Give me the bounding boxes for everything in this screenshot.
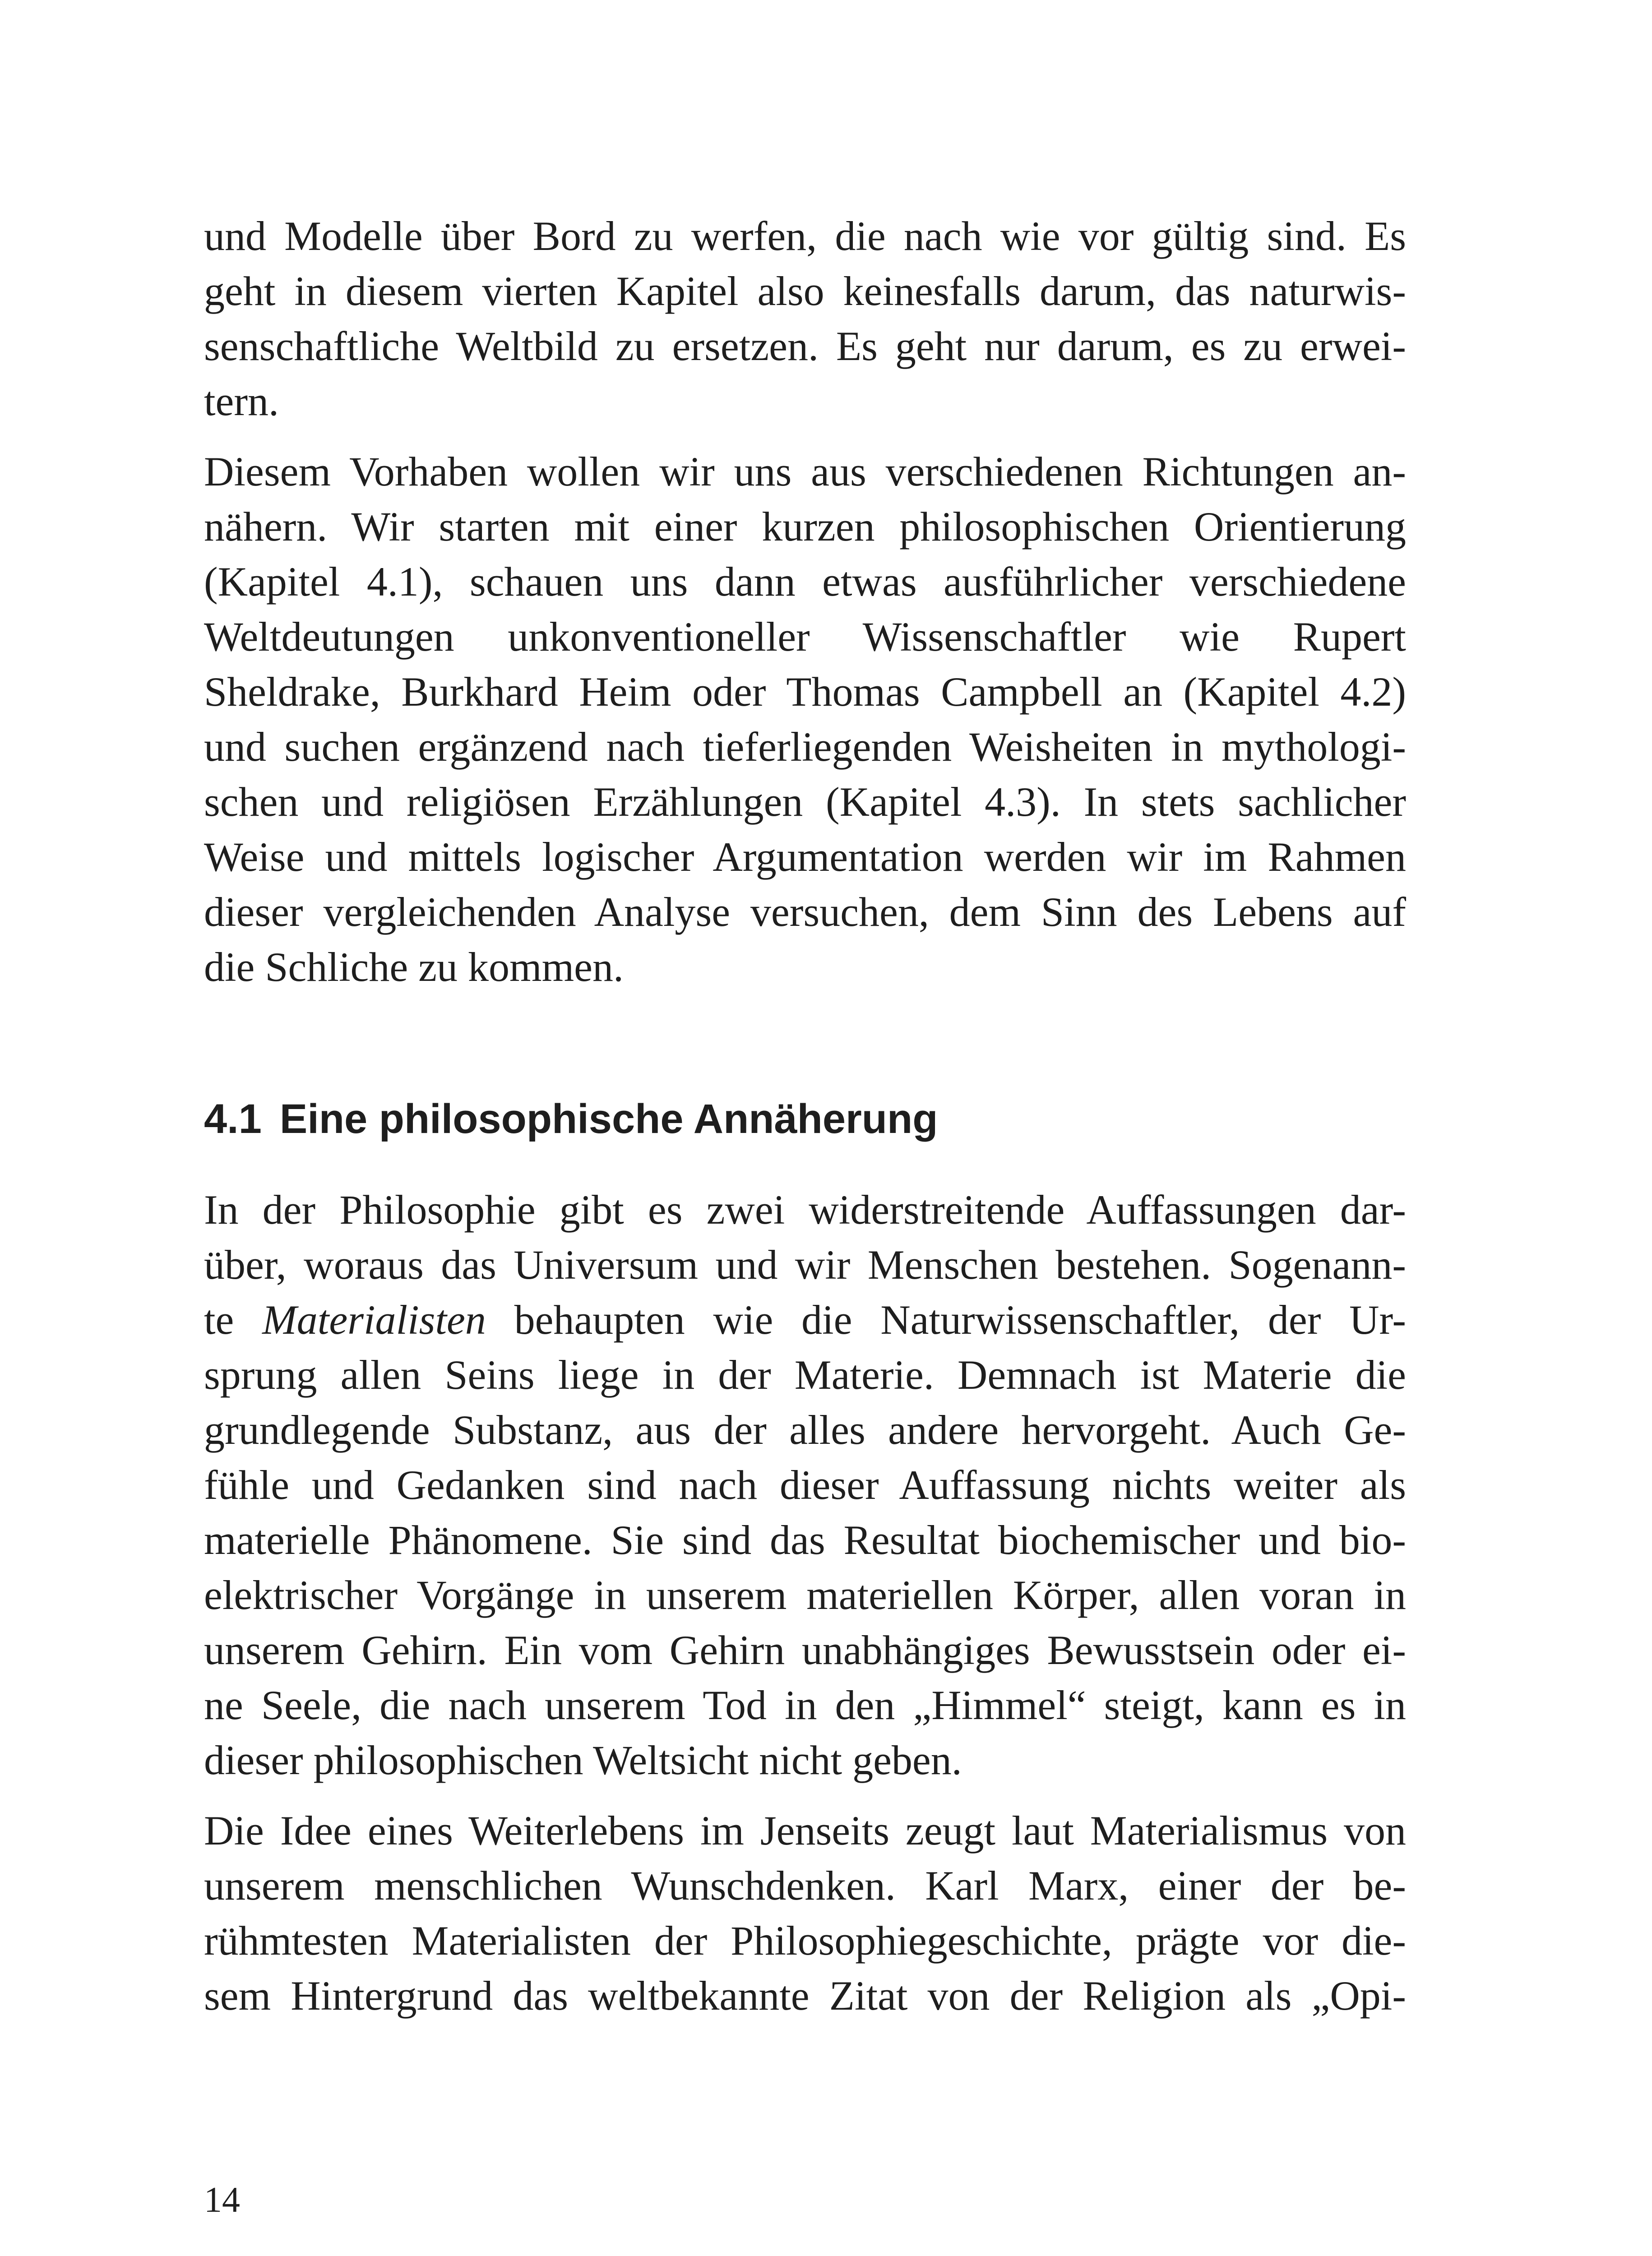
- page-number: 14: [204, 2180, 240, 2220]
- text-line: tern.: [204, 378, 279, 424]
- text-line: fühle und Gedanken sind nach dieser Auffassung nichts weiter als: [204, 1462, 1406, 1508]
- text-line: sem Hintergrund das weltbekannte Zitat von der Religion als „Opi-: [204, 1973, 1406, 2019]
- text-fragment: te: [204, 1297, 263, 1343]
- text-line: rühmtesten Materialisten der Philosophiegeschichte, prägte vor die-: [204, 1918, 1406, 1964]
- text-line: elektrischer Vorgänge in unserem materiellen Körper, allen voran in: [204, 1572, 1406, 1618]
- text-line: dieser vergleichenden Analyse versuchen, dem Sinn des Lebens auf: [204, 889, 1406, 935]
- text-line: Sheldrake, Burkhard Heim oder Thomas Campbell an (Kapitel 4.2): [204, 669, 1406, 715]
- text-line: geht in diesem vierten Kapitel also keinesfalls darum, das naturwis-: [204, 268, 1406, 314]
- section-heading: [204, 1087, 1406, 1151]
- text-line: und Modelle über Bord zu werfen, die nach wie vor gültig sind. Es: [204, 213, 1406, 259]
- intro-paragraph-2: [204, 444, 1406, 994]
- text-line: die Schliche zu kommen.: [204, 944, 624, 990]
- text-line: nähern. Wir starten mit einer kurzen philosophischen Orientierung: [204, 504, 1406, 550]
- section-title: Eine philosophische Annäherung: [279, 1096, 938, 1142]
- text-line: [204, 1292, 1406, 1347]
- section-paragraph-1: [204, 1182, 1406, 1788]
- section-paragraph-2: [204, 1803, 1406, 2023]
- text-line: und suchen ergänzend nach tieferliegenden Weisheiten in mythologi-: [204, 724, 1406, 770]
- text-line: über, woraus das Universum und wir Menschen bestehen. Sogenann-: [204, 1242, 1406, 1288]
- italic-term: Materialisten: [262, 1297, 486, 1343]
- text-line: In der Philosophie gibt es zwei widerstreitende Auffassungen dar-: [204, 1187, 1406, 1233]
- intro-text: [204, 208, 1406, 994]
- text-line: schen und religiösen Erzählungen (Kapitel 4.3). In stets sachlicher: [204, 779, 1406, 825]
- text-fragment: behaupten wie die Naturwissenschaftler, der Ur-: [486, 1297, 1406, 1343]
- text-line: Weise und mittels logischer Argumentation werden wir im Rahmen: [204, 834, 1406, 880]
- text-line: grundlegende Substanz, aus der alles andere hervorgeht. Auch Ge-: [204, 1407, 1406, 1453]
- text-line: materielle Phänomene. Sie sind das Resultat biochemischer und bio-: [204, 1517, 1406, 1563]
- text-line: senschaftliche Weltbild zu ersetzen. Es geht nur darum, es zu erwei-: [204, 323, 1406, 369]
- intro-paragraph-1: [204, 208, 1406, 429]
- section-text: [204, 1182, 1406, 2023]
- text-line: Diesem Vorhaben wollen wir uns aus verschiedenen Richtungen an-: [204, 448, 1406, 495]
- text-line: (Kapitel 4.1), schauen uns dann etwas ausführlicher verschiedene: [204, 559, 1406, 605]
- text-line: ne Seele, die nach unserem Tod in den „Himmel“ steigt, kann es in: [204, 1682, 1406, 1728]
- text-line: sprung allen Seins liege in der Materie. Demnach ist Materie die: [204, 1352, 1406, 1398]
- text-line: dieser philosophischen Weltsicht nicht geben.: [204, 1737, 962, 1783]
- section-number: 4.1: [204, 1096, 262, 1142]
- text-line: unserem menschlichen Wunschdenken. Karl Marx, einer der be-: [204, 1863, 1406, 1909]
- text-line: Weltdeutungen unkonventioneller Wissenschaftler wie Rupert: [204, 614, 1406, 660]
- text-line: Die Idee eines Weiterlebens im Jenseits zeugt laut Materialismus von: [204, 1808, 1406, 1854]
- text-line: unserem Gehirn. Ein vom Gehirn unabhängiges Bewusstsein oder ei-: [204, 1627, 1406, 1673]
